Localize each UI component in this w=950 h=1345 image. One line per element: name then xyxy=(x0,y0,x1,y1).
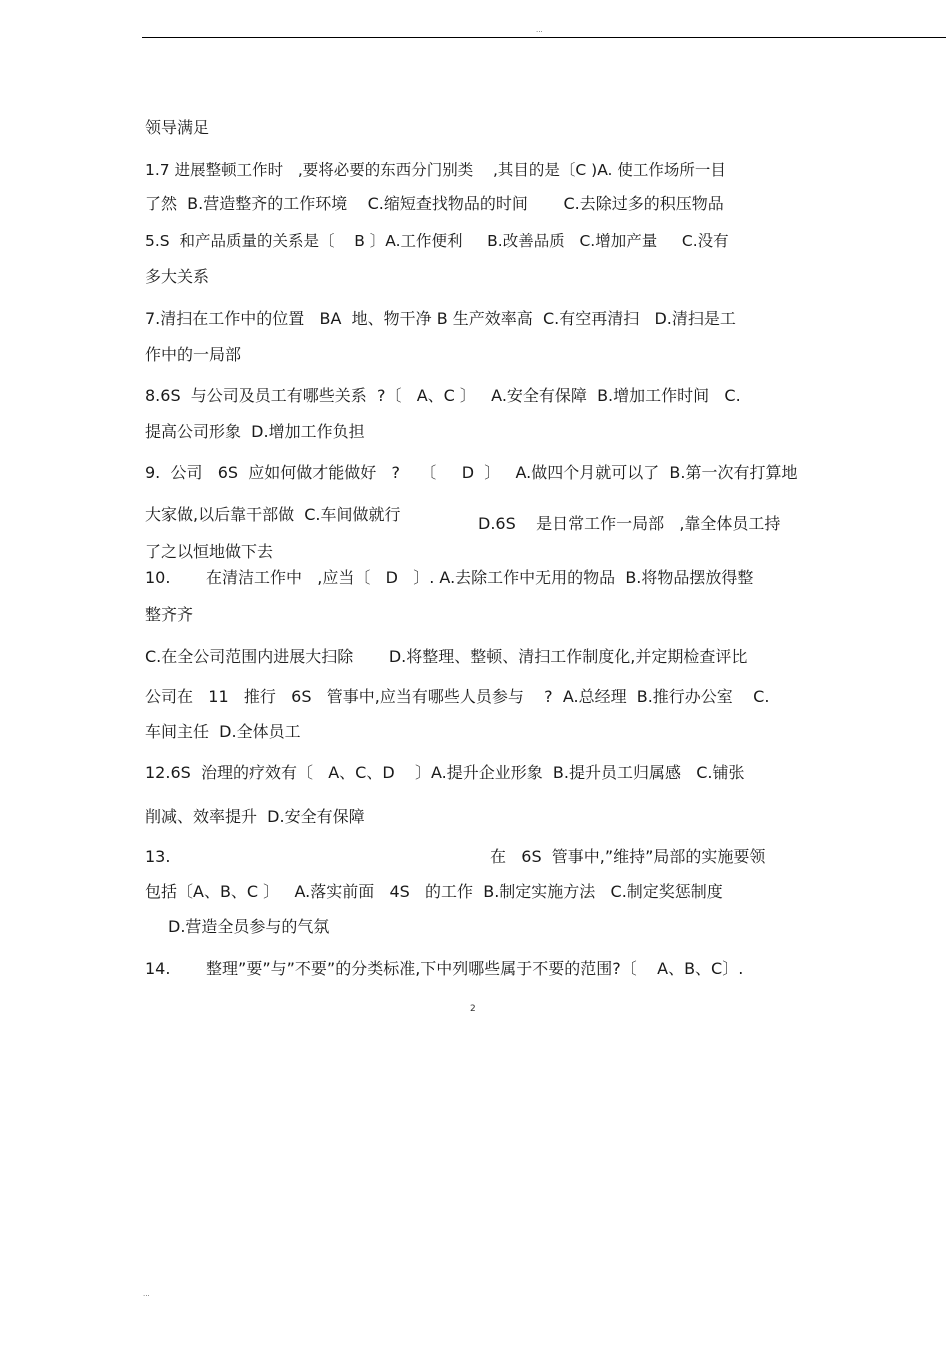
header-rule xyxy=(142,37,946,38)
text-line: 14. 整理”要”与”不要”的分类标准,下中列哪些属于不要的范围?〔 A、B、C〕. xyxy=(145,959,744,978)
text-line: 9. 公司 6S 应如何做才能做好 ? 〔 D 〕 A.做四个月就可以了 B.第一次有打算地 xyxy=(145,463,798,482)
text-line: 领导满足 xyxy=(145,118,210,137)
text-line: 8.6S 与公司及员工有哪些关系 ?〔 A、C 〕 A.安全有保障 B.增加工作时间 C. xyxy=(145,386,741,405)
text-line: D.营造全员参与的气氛 xyxy=(168,917,330,936)
text-line: 包括〔A、B、C 〕 A.落实前面 4S 的工作 B.制定实施方法 C.制定奖惩制度 xyxy=(145,882,723,901)
text-line: 10. 在清洁工作中 ,应当〔 D 〕. A.去除工作中无用的物品 B.将物品摆放得整 xyxy=(145,568,754,587)
header-dots: ... xyxy=(536,26,543,34)
footer-dots: ... xyxy=(143,1290,150,1298)
text-line: 12.6S 治理的疗效有〔 A、C、D 〕A.提升企业形象 B.提升员工归属感 C.铺张 xyxy=(145,763,745,782)
text-line: 13. xyxy=(145,847,171,866)
text-line: 了然 B.营造整齐的工作环境 C.缩短查找物品的时间 C.去除过多的积压物品 xyxy=(145,194,724,213)
text-line: 公司在 11 推行 6S 管事中,应当有哪些人员参与 ? A.总经理 B.推行办公室 C. xyxy=(145,687,770,706)
text-line: 1.7 进展整顿工作时 ,要将必要的东西分门别类 ,其目的是〔C )A. 使工作场所一目 xyxy=(145,161,726,179)
text-line: 作中的一局部 xyxy=(145,345,242,364)
text-line: C.在全公司范围内进展大扫除 D.将整理、整顿、清扫工作制度化,并定期检查评比 xyxy=(145,647,748,666)
text-line: 大家做,以后靠干部做 C.车间做就行 xyxy=(145,505,401,524)
text-line: 在 6S 管事中,”维持”局部的实施要领 xyxy=(490,847,766,866)
text-line: 削减、效率提升 D.安全有保障 xyxy=(145,807,365,826)
text-line: 7.清扫在工作中的位置 BA 地、物干净 B 生产效率高 C.有空再清扫 D.清扫是工 xyxy=(145,309,736,328)
text-line: 整齐齐 xyxy=(145,605,194,624)
text-line: 了之以恒地做下去 xyxy=(145,542,274,561)
text-line: 车间主任 D.全体员工 xyxy=(145,722,301,741)
text-line: 5.S 和产品质量的关系是〔 B 〕A.工作便利 B.改善品质 C.增加产量 C.没有 xyxy=(145,232,729,250)
text-line: D.6S 是日常工作一局部 ,靠全体员工持 xyxy=(478,514,781,533)
text-line: 多大关系 xyxy=(145,267,210,286)
page-number: 2 xyxy=(470,1004,476,1014)
text-line: 提高公司形象 D.增加工作负担 xyxy=(145,422,365,441)
